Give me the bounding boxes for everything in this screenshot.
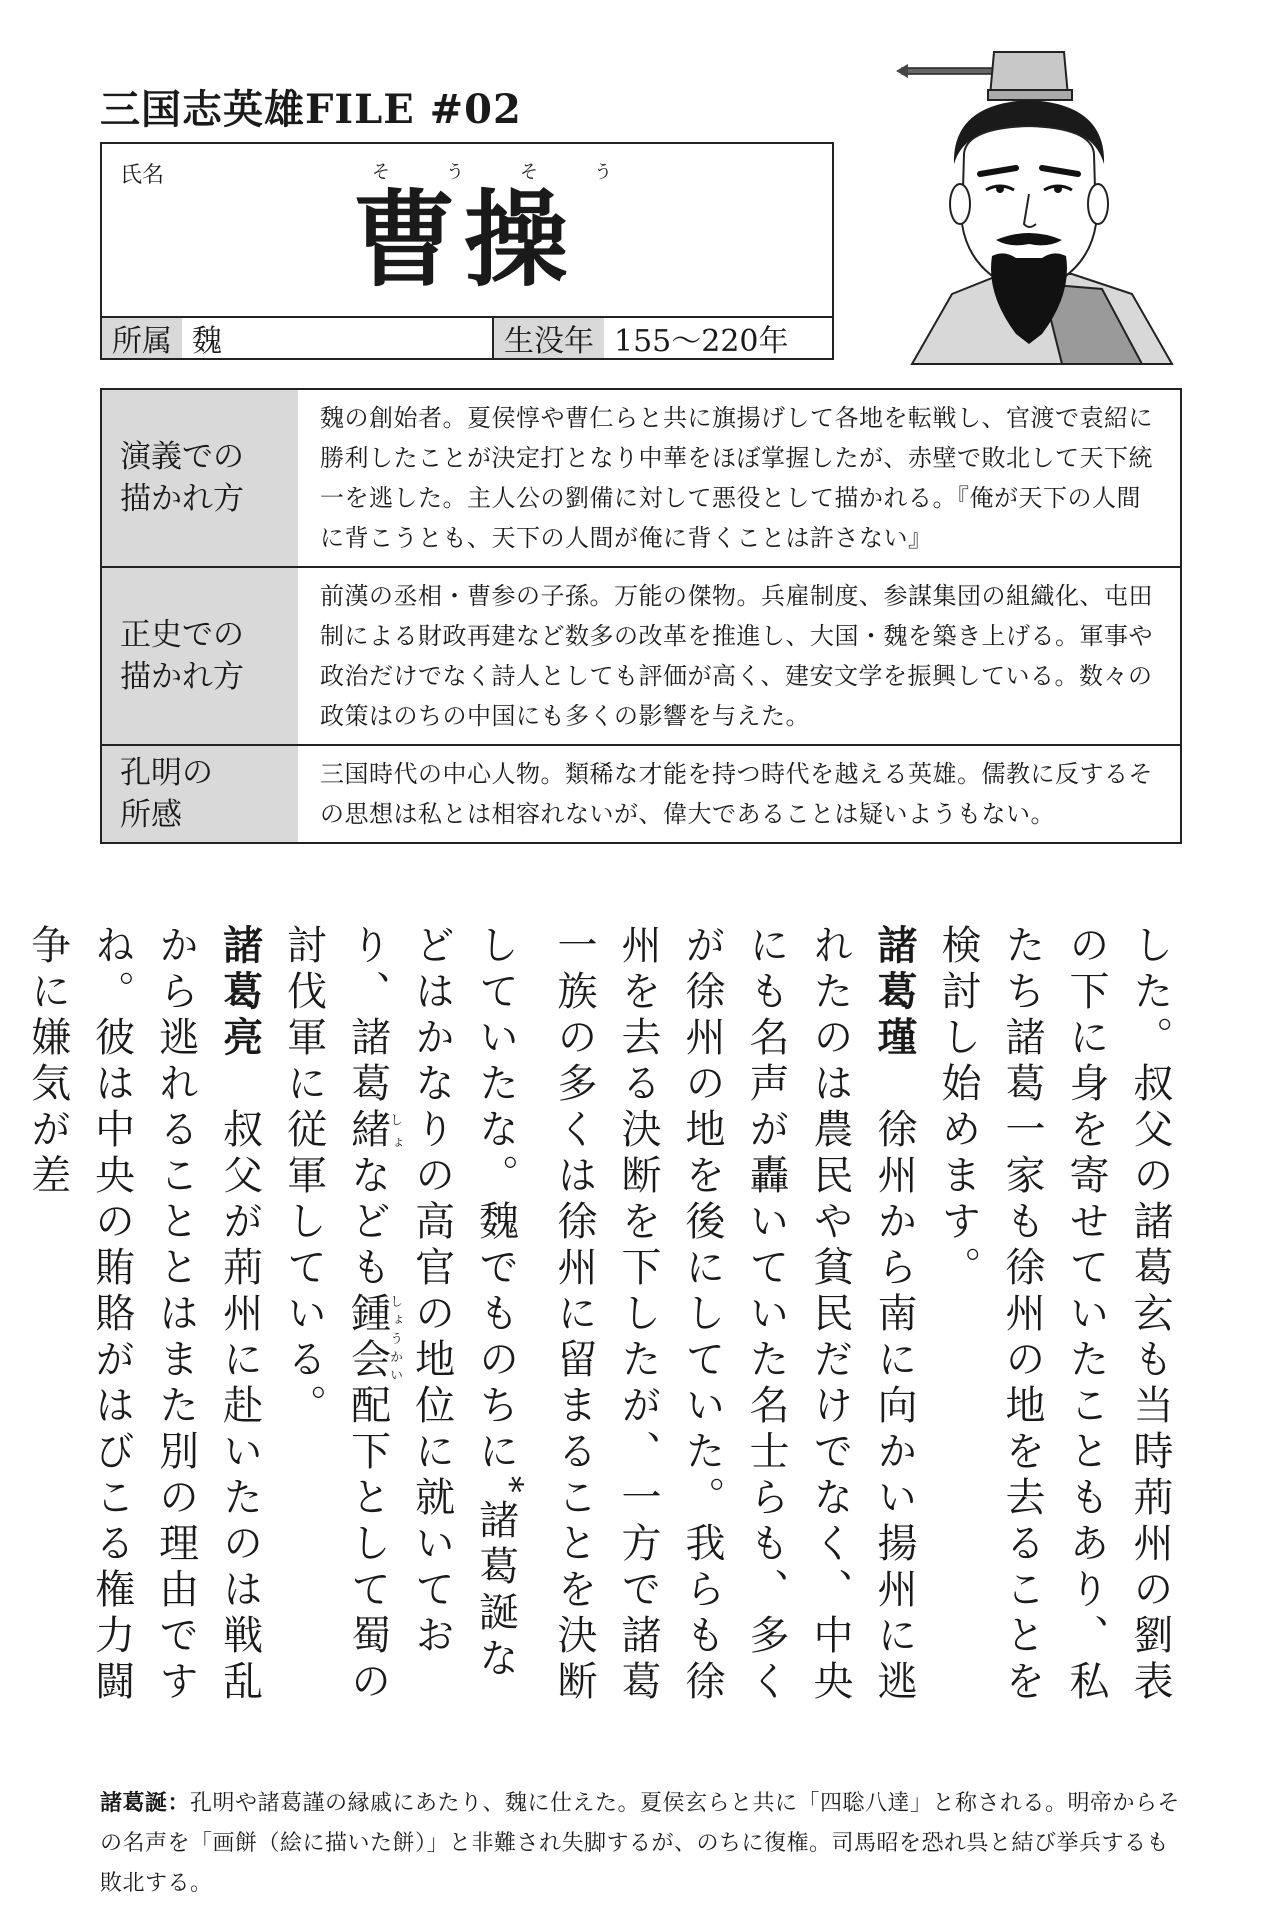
paragraph-text: 諸葛誕などはかなりの高官の地位に就いており、諸葛	[344, 924, 519, 1683]
footnote-text: 孔明や諸葛謹の縁戚にあたり、魏に仕えた。夏侯玄らと共に「四聡八達」と称される。明帝からその名声を「画餅（絵に描いた餅）」と非難され失脚するが、のちに復権。司馬昭を恐れ呉と結び挙兵するも敗北する。	[100, 1791, 1181, 1896]
paragraph	[272, 924, 926, 1724]
ruby-reading: しょ	[387, 1108, 403, 1154]
cao-cao-portrait-illustration	[892, 44, 1182, 364]
paragraph-text: 叔父が荊州に赴いたのは戦乱から逃れることとはまた別の理由ですね。彼は中央の賄賂がはびこる権力闘争に嫌気が差	[24, 924, 263, 1706]
row-text: 前漢の丞相・曹参の子孫。万能の傑物。兵雇制度、参謀集団の組織化、屯田制による財政再建など数多の改革を推進し、大国・魏を築き上げる。軍事や政治だけでなく詩人としても評価が高く、建安文学を振興している。数々の政策はのちの中国にも多くの影響を与えた。	[320, 582, 1153, 730]
description-table	[100, 388, 1182, 844]
speaker-name: 諸葛瑾	[871, 924, 917, 1062]
name-label: 氏名	[120, 163, 165, 188]
ruby-char: う	[446, 162, 464, 183]
affiliation-value: 魏	[192, 324, 222, 359]
row-heading: 正史での 描かれ方	[102, 568, 298, 744]
ruby-reading: しょうかい	[387, 1292, 403, 1384]
speaker-name: 諸葛亮	[216, 924, 263, 1062]
ruby-word	[344, 1108, 403, 1154]
paragraph-text: 徐州から南に向かい揚州に逃れたのは農民や貧民だけでなく、中央にも名声が轟いていた名士らも、多くが徐州の地を後にしていた。我らも徐州を去る決断を下したが、一方で諸葛一族の多くは徐州に留まることを決断していたな。魏でものちに	[472, 924, 917, 1706]
lifespan-value: 155〜220年	[614, 324, 789, 359]
ruby-char: そ	[372, 162, 390, 183]
paragraph-text: なども	[344, 1154, 391, 1292]
character-name: 曹操	[352, 178, 577, 301]
row-text: 三国時代の中心人物。類稀な才能を持つ時代を越える英雄。儒教に反するその思想は私とは相容れないが、偉大であることは疑いようもない。	[320, 760, 1153, 828]
table-row	[102, 568, 1180, 746]
name-box	[100, 142, 834, 318]
footnote	[100, 1784, 1182, 1904]
affiliation-cell	[102, 318, 494, 358]
footnote-marker: *	[491, 1476, 530, 1499]
paragraph-text: 配下として蜀の討伐軍に従軍している。	[280, 924, 391, 1706]
row-heading: 孔明の 所感	[102, 746, 298, 842]
ruby-base: 緒	[344, 1108, 391, 1154]
table-row	[102, 390, 1180, 568]
info-row	[100, 316, 834, 360]
table-row	[102, 746, 1180, 842]
lifespan-label: 生没年	[494, 318, 604, 358]
lifespan-cell	[494, 318, 799, 358]
paragraph-text: した。叔父の諸葛玄も当時荊州の劉表の下に身を寄せていたこともあり、私たち諸葛一家も徐州の地を去ることを検討し始めます。	[935, 924, 1173, 1706]
paragraph	[926, 924, 1182, 1724]
ruby-word	[344, 1292, 403, 1384]
file-title: 三国志英雄FILE #02	[100, 86, 522, 133]
ruby-char: そ	[520, 162, 538, 183]
row-text: 魏の創始者。夏侯惇や曹仁らと共に旗揚げして各地を転戦し、官渡で袁紹に勝利したことが決定打となり中華をほぼ掌握したが、赤壁で敗北して天下統一を逃した。主人公の劉備に対して悪役として描かれる。『俺が天下の人間に背こうとも、天下の人間が俺に背くことは許さない』	[320, 404, 1153, 552]
ruby-char: う	[594, 162, 612, 183]
body-text	[24, 924, 1182, 1724]
footnote-term: 諸葛誕：	[100, 1791, 191, 1816]
row-heading: 演義での 描かれ方	[102, 390, 298, 566]
affiliation-label: 所属	[102, 318, 182, 358]
ruby-base: 鍾会	[344, 1292, 391, 1384]
paragraph	[16, 924, 272, 1724]
